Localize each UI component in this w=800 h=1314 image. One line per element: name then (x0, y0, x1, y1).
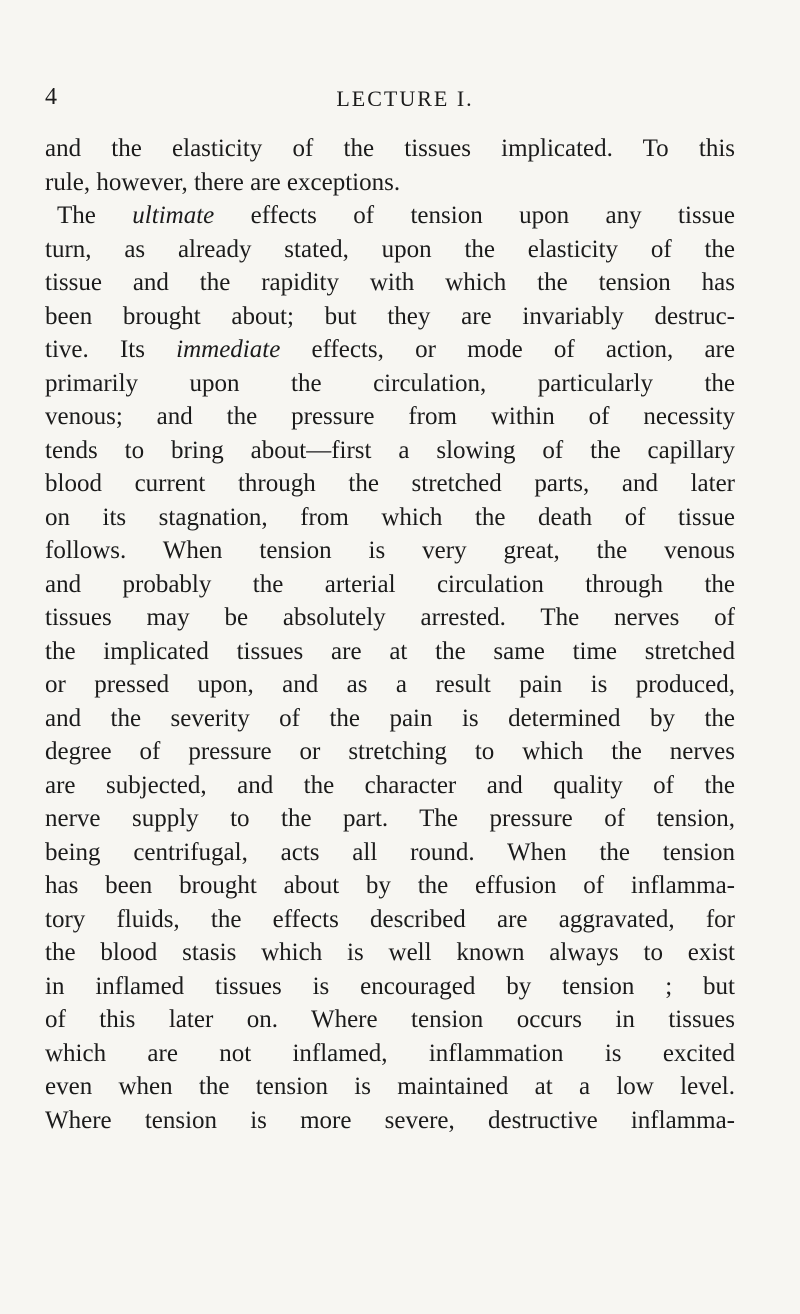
page-number: 4 (45, 84, 57, 110)
emphasized-word: ultimate (132, 202, 215, 229)
text-line: rule, however, there are exceptions. (45, 168, 401, 196)
text-line: Where tension is more severe, destructive inflamma- (45, 1106, 735, 1134)
text-segment: effects of tension upon any tissue (214, 202, 735, 229)
emphasized-word: immediate (176, 336, 281, 363)
running-head: LECTURE I. (336, 86, 474, 111)
text-line: tissues may be absolutely arrested. The nerves of (45, 604, 735, 631)
text-line: turn, as already stated, upon the elasticity of the (45, 235, 735, 263)
text-line: blood current through the stretched parts, and later (45, 470, 735, 497)
text-line: in inflamed tissues is encouraged by tension ; but (45, 972, 735, 1000)
text-line: follows. When tension is very great, the venous (45, 537, 735, 564)
text-line: even when the tension is maintained at a low level. (45, 1073, 735, 1100)
text-line: or pressed upon, and as a result pain is produced, (45, 671, 735, 698)
page-header (45, 84, 735, 114)
body-text (45, 132, 735, 1137)
text-line: the blood stasis which is well known always to exist (45, 939, 735, 966)
text-line: tends to bring about—first a slowing of the capillary (45, 436, 735, 464)
text-line: has been brought about by the effusion of inflamma- (45, 872, 735, 899)
text-line: the implicated tissues are at the same time stretched (45, 637, 735, 665)
text-line: tissue and the rapidity with which the tension has (45, 269, 735, 296)
text-line: are subjected, and the character and quality of the (45, 771, 735, 799)
text-line: venous; and the pressure from within of necessity (45, 403, 735, 430)
text-line: which are not inflamed, inflammation is excited (45, 1039, 735, 1067)
text-line: on its stagnation, from which the death of tissue (45, 503, 735, 531)
text-segment: The (57, 202, 133, 229)
text-line: of this later on. Where tension occurs in tissues (45, 1006, 735, 1033)
text-line: primarily upon the circulation, particularly the (45, 369, 735, 397)
text-segment: effects, or mode of action, are (280, 336, 735, 363)
text-line: nerve supply to the part. The pressure of tension, (45, 805, 735, 832)
text-line: and the severity of the pain is determined by the (45, 704, 735, 732)
text-segment: tive. Its (45, 336, 177, 363)
text-line: been brought about; but they are invariably destruc- (45, 302, 735, 330)
text-line: tory fluids, the effects described are aggravated, for (45, 905, 735, 933)
text-line: degree of pressure or stretching to which the nerves (45, 738, 735, 765)
text-line (45, 333, 735, 367)
text-line (45, 199, 735, 233)
text-line: and the elasticity of the tissues implicated. To this (45, 135, 735, 162)
text-line: being centrifugal, acts all round. When the tension (45, 838, 735, 866)
text-line: and probably the arterial circulation through the (45, 570, 735, 598)
